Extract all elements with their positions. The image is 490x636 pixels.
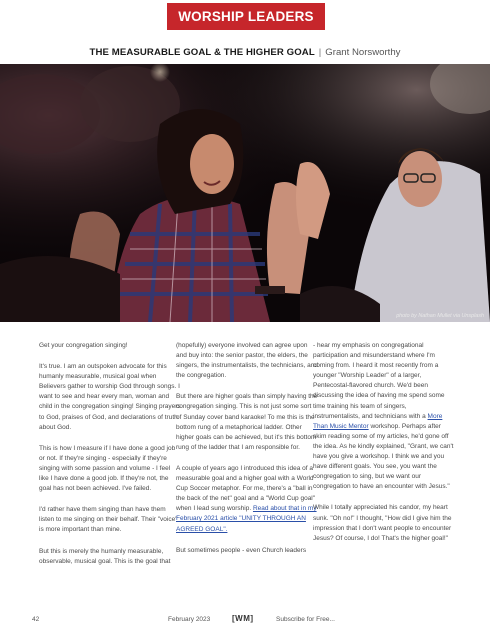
article-link-unity[interactable]: Read about that in my February 2021 article "UNITY THROUGH AN AGREED GOAL". (176, 505, 317, 533)
title-separator: | (318, 47, 322, 58)
paragraph: I'd rather have them singing than have them listen to me singing on their behalf. Their "voice" is more important than mine. (39, 506, 178, 534)
article-column-3 (313, 341, 455, 555)
author-name: Grant Norsworthy (325, 47, 401, 58)
paragraph (176, 464, 318, 535)
paragraph-text: workshop. Perhaps after skim reading some of my articles, he'd gone off the idea. As he kindly explained, "Grant, we can't have you give a workshop. I think we and you have different goals. You see, you want the congregation to sing, but we want our congregation to have an encounter with Jesus." (313, 422, 454, 491)
article-column-1 (39, 341, 181, 578)
paragraph: But this is merely the humanly measurable, observable, musical goal. This is the goal that (39, 547, 171, 565)
paragraph-text: - hear my emphasis on congregational participation and misunderstand where I'm coming from. I heard it most recently from a younger "Worship Leader" of a larger, Pentecostal-flavored church. We'd been discussing the idea of having me spend some time training his team of singers, instrumentalists, and technicians with a (313, 342, 445, 420)
article-title-line (0, 47, 490, 58)
paragraph: While I totally appreciated his candor, my heart sunk. "Oh no!" I thought, "How did I give him the impression that I don't want people to encounter Jesus? Of course, I do! That's the higher goal!" (313, 504, 452, 542)
hero-photo (0, 64, 490, 322)
subscribe-link[interactable]: Subscribe for Free... (276, 616, 335, 623)
issue-date: February 2023 (168, 616, 211, 623)
paragraph: But there are higher goals than simply having the congregation singing. This is not just some sort of Sunday cover band karaoke! To me this is the bottom rung of a metaphorical ladder. Other higher goals can be achieved, but it's this bottom rung of the ladder that I am responsible for. (176, 393, 318, 451)
paragraph: Get your congregation singing! (39, 342, 128, 349)
page-number: 42 (32, 616, 40, 623)
article-column-2 (176, 341, 318, 567)
paragraph: This is how I measure if I have done a good job or not. If they're singing - especially if they're singing with some passion and volume - I feel like I have done a good job. If they're not, the goal has not been achieved. I've failed. (39, 444, 176, 493)
magazine-logo: [WM] (232, 614, 254, 623)
paragraph (313, 341, 455, 492)
worship-crowd-image (0, 64, 490, 322)
page-footer (0, 614, 490, 628)
photo-credit: photo by Nathan Mullet via Unsplash (396, 313, 484, 319)
article-title: THE MEASURABLE GOAL & THE HIGHER GOAL (89, 47, 315, 58)
paragraph: (hopefully) everyone involved can agree upon and buy into: the senior pastor, the elders, the singers, the instrumentalists, the technicians, and the congregation. (176, 342, 318, 380)
more-than-music-mentor-link[interactable]: More Than Music Mentor (313, 412, 443, 430)
paragraph-text: A couple of years ago I introduced this idea of a measurable goal and a higher goal with a World Cup Soccer metaphor. For me, there's a "ball in the back of the net" goal and a "World Cup goal" when I lead sung worship. (176, 464, 316, 513)
paragraph: It's true. I am an outspoken advocate for this humanly measurable, musical goal when Believers gather to worship God through songs. I want to see and hear every man, woman and child in the congregation singing! Singing prayers to God, praises of God, and declarations of truth about God. (39, 363, 181, 431)
section-banner: WORSHIP LEADERS (167, 3, 325, 30)
paragraph: But sometimes people - even Church leaders (176, 546, 307, 554)
